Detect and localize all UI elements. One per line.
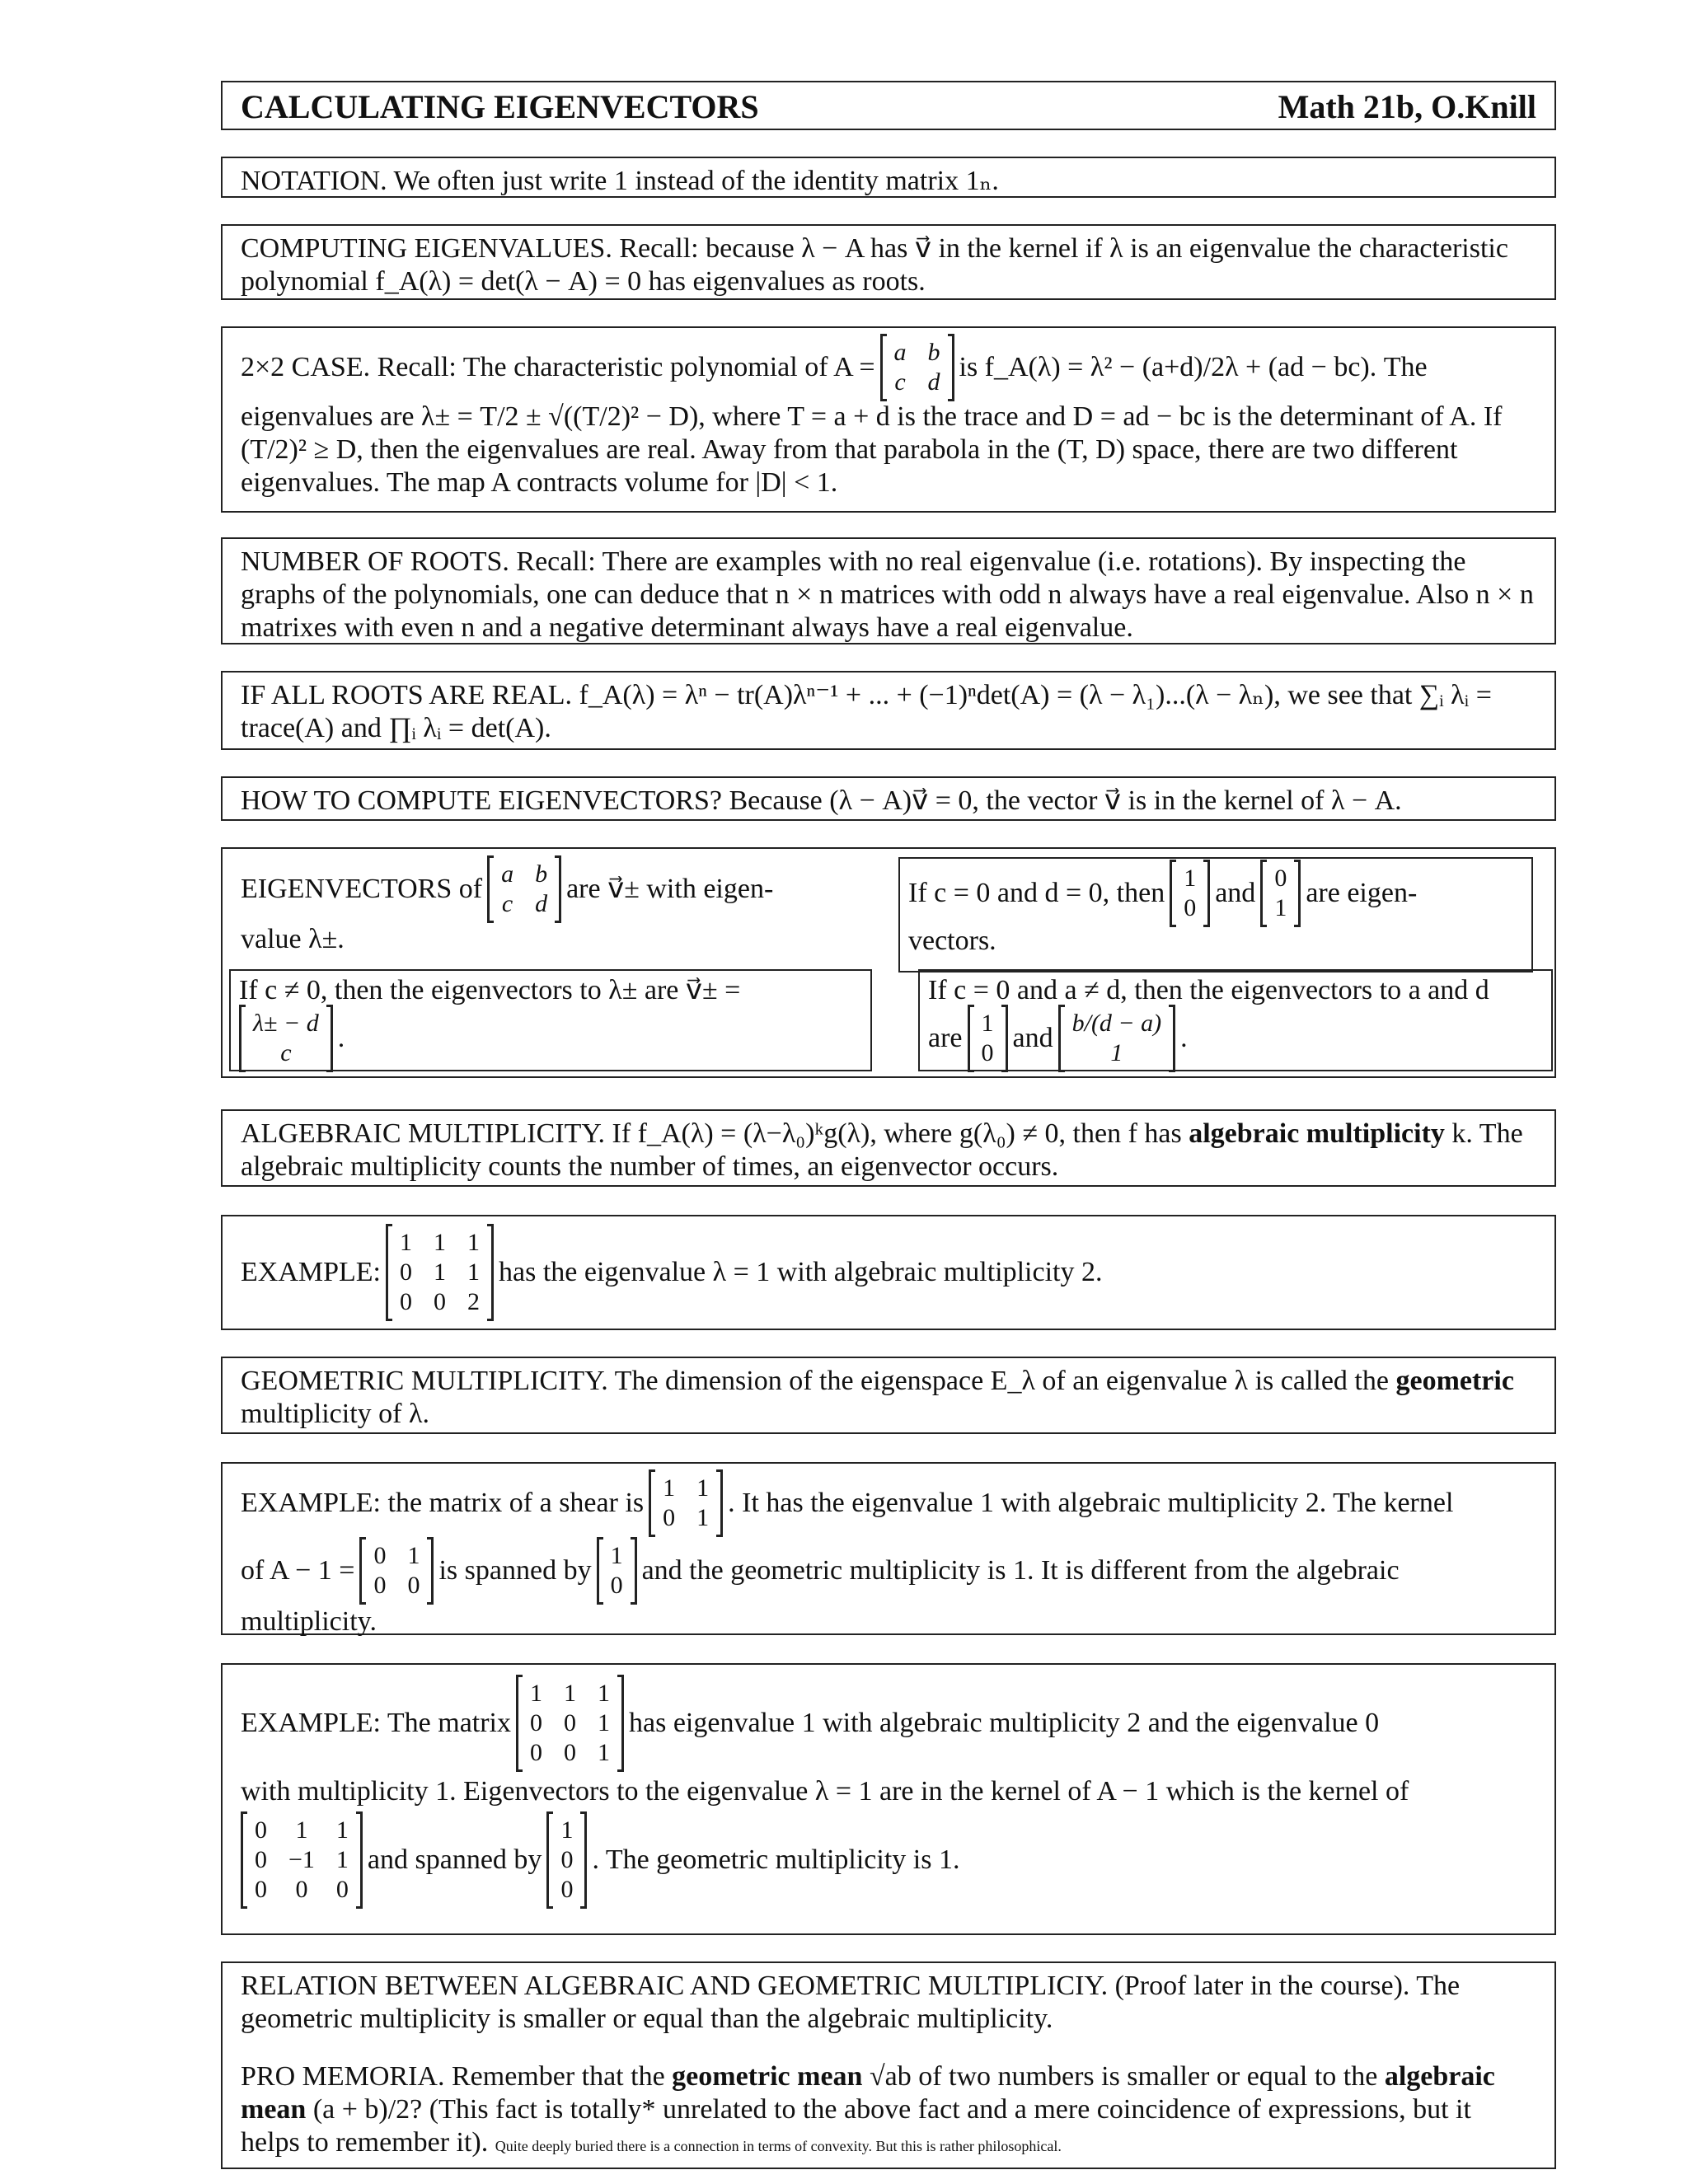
matrix-cell: 1 bbox=[467, 1229, 480, 1256]
matrix-cell: b bbox=[927, 339, 940, 366]
matrix-cell: 1 bbox=[467, 1258, 480, 1286]
matrix-cell: b bbox=[535, 860, 548, 888]
example1-label: EXAMPLE: bbox=[241, 1257, 381, 1287]
eigvec-d-text: If c = 0 and a ≠ d, then the eigenvectors to a and d bbox=[928, 975, 1489, 1005]
vector-e1 bbox=[1170, 862, 1210, 925]
example3-line1 bbox=[241, 1671, 1536, 1775]
matrix-cell: 1 bbox=[530, 1680, 542, 1707]
vector-cell: 1 bbox=[1110, 1039, 1123, 1066]
page-header bbox=[221, 81, 1556, 130]
example3-l3-post: . The geometric multiplicity is 1. bbox=[592, 1844, 960, 1875]
example1-text: has the eigenvalue λ = 1 with algebraic multiplicity 2. bbox=[499, 1257, 1103, 1287]
example3-kernel-matrix bbox=[241, 1814, 363, 1906]
eigvec-c bbox=[229, 969, 872, 1071]
algebraic-box bbox=[221, 1109, 1556, 1187]
matrix-cell: 1 bbox=[400, 1229, 412, 1256]
eigvec-b-post: are eigen- bbox=[1306, 878, 1418, 908]
example2-line2 bbox=[241, 1536, 1536, 1605]
eigvec-c-text: If c ≠ 0, then the eigenvectors to λ± are v⃗± = bbox=[239, 975, 741, 1005]
example2-l3: multiplicity. bbox=[241, 1606, 377, 1637]
matrix-cell: 0 bbox=[255, 1876, 267, 1903]
matrix-cell: 0 bbox=[255, 1816, 267, 1844]
eigvec-a-line1 bbox=[241, 860, 884, 918]
eigvec-d-and: and bbox=[1012, 1023, 1053, 1053]
case-2x2-post: is f_A(λ) = λ² − (a+d)/2λ + (ad − bc). The bbox=[959, 352, 1428, 382]
matrix-cell: 1 bbox=[696, 1504, 710, 1531]
example2-l2-pre: of A − 1 = bbox=[241, 1555, 355, 1586]
matrix-cell: 1 bbox=[407, 1542, 420, 1569]
notation-text: NOTATION. We often just write 1 instead of the identity matrix 1ₙ. bbox=[241, 166, 999, 196]
eigenvectors-box bbox=[221, 847, 1556, 1078]
example3-l3-mid: and spanned by bbox=[367, 1844, 542, 1875]
vector-cell: 1 bbox=[981, 1010, 994, 1037]
matrix-cell: 1 bbox=[598, 1709, 610, 1736]
vector-bda bbox=[1058, 1007, 1176, 1070]
relation-box bbox=[221, 1961, 1556, 2169]
matrix-cell: 0 bbox=[295, 1876, 308, 1903]
eigvec-d-vec-row: are 1 0 and b/(d − a) 1 . bbox=[928, 1007, 1543, 1070]
matrix-cell: 0 bbox=[530, 1739, 542, 1766]
matrix-cell: 0 bbox=[400, 1288, 412, 1315]
pm-text-1: PRO MEMORIA. Remember that the bbox=[241, 2061, 665, 2092]
example2-l1-post: . It has the eigenvalue 1 with algebraic multiplicity 2. The kernel bbox=[728, 1488, 1454, 1518]
matrix-cell: 0 bbox=[373, 1572, 387, 1599]
pm-bold-1: geometric mean bbox=[672, 2061, 863, 2092]
geometric-pre: GEOMETRIC MULTIPLICITY. The dimension of the eigenspace E_λ of an eigenvalue λ is called the bbox=[241, 1366, 1389, 1396]
all-roots-real-box bbox=[221, 671, 1556, 750]
vector-cell: 0 bbox=[560, 1876, 574, 1903]
matrix-cell: 1 bbox=[335, 1846, 349, 1873]
matrix-cell: c bbox=[894, 368, 906, 396]
computing-eigenvalues-box bbox=[221, 224, 1556, 300]
eigvec-a-line2: value λ±. bbox=[241, 924, 345, 954]
case-2x2-rest: eigenvalues are λ± = T/2 ± √((T/2)² − D), where T = a + d is the trace and D = ad − bc is the determinant of A. If (T/2)² ≥ D, then the eigenvalues are real. Away from that parabola in the (T, D) space, there are two different eigenvalues. The map A contracts volume for |D| < 1. bbox=[241, 401, 1503, 498]
vector-cell: 0 bbox=[560, 1846, 574, 1873]
algebraic-pre: ALGEBRAIC MULTIPLICITY. If f_A(λ) = (λ−λ₀)ᵏg(λ), where g(λ₀) ≠ 0, then f has bbox=[241, 1118, 1182, 1149]
matrix-cell: 0 bbox=[255, 1846, 267, 1873]
matrix-abcd-2 bbox=[487, 858, 561, 921]
kernel-matrix bbox=[359, 1540, 434, 1602]
eigvec-c-vec-row: λ± − d c . bbox=[239, 1007, 862, 1070]
example3-box bbox=[221, 1663, 1556, 1935]
kernel-vector bbox=[597, 1540, 637, 1602]
vector-cell: 1 bbox=[610, 1542, 623, 1569]
vector-cell: 0 bbox=[981, 1039, 994, 1066]
relation-text: RELATION BETWEEN ALGEBRAIC AND GEOMETRIC MULTIPLICIY. (Proof later in the course). The geometric multiplicity is smaller or equal than the algebraic multiplicity. bbox=[241, 1971, 1461, 2034]
example3-matrix bbox=[516, 1677, 624, 1769]
example2-box bbox=[221, 1462, 1556, 1635]
matrix-cell: 1 bbox=[295, 1816, 308, 1844]
case-2x2-box bbox=[221, 326, 1556, 513]
matrix-cell: 0 bbox=[373, 1542, 387, 1569]
example1-matrix bbox=[386, 1226, 494, 1319]
eigvec-b-line2: vectors. bbox=[908, 926, 996, 956]
matrix-cell: 1 bbox=[434, 1229, 446, 1256]
matrix-cell: 0 bbox=[434, 1288, 446, 1315]
algebraic-bold: algebraic multiplicity bbox=[1189, 1118, 1445, 1149]
geometric-box bbox=[221, 1357, 1556, 1434]
page-title: CALCULATING EIGENVECTORS bbox=[241, 88, 759, 125]
course-label: Math 21b, O.Knill bbox=[1278, 88, 1536, 125]
vector-e2 bbox=[1260, 862, 1301, 925]
matrix-abcd bbox=[880, 336, 954, 399]
eigvec-d bbox=[918, 969, 1553, 1071]
eigvec-b-pre: If c = 0 and d = 0, then bbox=[908, 878, 1165, 908]
matrix-cell: 1 bbox=[663, 1474, 676, 1502]
example2-l1-pre: EXAMPLE: the matrix of a shear is bbox=[241, 1488, 645, 1518]
matrix-cell: 0 bbox=[564, 1709, 576, 1736]
example3-l1-post: has eigenvalue 1 with algebraic multiplicity 2 and the eigenvalue 0 bbox=[629, 1708, 1380, 1738]
matrix-cell: 0 bbox=[530, 1709, 542, 1736]
example3-line3 bbox=[241, 1808, 1536, 1912]
example2-l2-post: and the geometric multiplicity is 1. It is different from the algebraic bbox=[641, 1555, 1400, 1586]
footnote-text: Quite deeply buried there is a connection in terms of convexity. But this is rather philosophical. bbox=[495, 2138, 1062, 2154]
vector-cell: c bbox=[280, 1039, 292, 1066]
matrix-cell: 1 bbox=[598, 1739, 610, 1766]
how-to-box bbox=[221, 776, 1556, 821]
all-roots-real-text: IF ALL ROOTS ARE REAL. f_A(λ) = λⁿ − tr(A)λⁿ⁻¹ + ... + (−1)ⁿdet(A) = (λ − λ₁)...(λ − λₙ), we see that ∑ᵢ λᵢ = trace(A) and ∏ᵢ λᵢ = det(A). bbox=[241, 680, 1492, 743]
algebraic-post: k. The algebraic multiplicity counts the number of times, an eigenvector occurs. bbox=[241, 1118, 1523, 1182]
example1-row bbox=[241, 1223, 1536, 1322]
number-of-roots-box bbox=[221, 537, 1556, 644]
matrix-cell: −1 bbox=[288, 1846, 315, 1873]
matrix-cell: 0 bbox=[407, 1572, 420, 1599]
pm-text-2: √ab of two numbers is smaller or equal to the bbox=[869, 2061, 1378, 2092]
matrix-cell: 0 bbox=[400, 1258, 412, 1286]
case-2x2-pre: 2×2 CASE. Recall: The characteristic polynomial of A = bbox=[241, 352, 875, 382]
vector-lambda bbox=[239, 1007, 333, 1070]
matrix-cell: 1 bbox=[335, 1816, 349, 1844]
vector-cell: 1 bbox=[1274, 894, 1287, 921]
example2-l2-mid: is spanned by bbox=[438, 1555, 592, 1586]
example1-box bbox=[221, 1215, 1556, 1330]
case-2x2-line1 bbox=[241, 335, 1536, 401]
matrix-cell: 1 bbox=[696, 1474, 710, 1502]
matrix-cell: 1 bbox=[434, 1258, 446, 1286]
notation-box bbox=[221, 157, 1556, 198]
shear-matrix bbox=[649, 1472, 723, 1535]
eigvec-b-and: and bbox=[1215, 878, 1256, 908]
matrix-cell: c bbox=[501, 890, 513, 917]
vector-cell: 0 bbox=[1274, 865, 1287, 892]
vector-cell: 1 bbox=[560, 1816, 574, 1844]
computing-eigenvalues-text: COMPUTING EIGENVALUES. Recall: because λ − A has v⃗ in the kernel if λ is an eigenvalue the characteristic polynomial f_A(λ) = det(λ − A) = 0 has eigenvalues as roots. bbox=[241, 233, 1508, 297]
eigvec-a bbox=[241, 860, 884, 956]
vector-cell: 0 bbox=[1184, 894, 1197, 921]
vector-cell: 0 bbox=[610, 1572, 623, 1599]
vector-e1-b bbox=[968, 1007, 1008, 1070]
example2-line1 bbox=[241, 1470, 1536, 1536]
geometric-post: multiplicity of λ. bbox=[241, 1399, 429, 1429]
matrix-cell: a bbox=[501, 860, 514, 888]
matrix-cell: d bbox=[927, 368, 940, 396]
how-to-text: HOW TO COMPUTE EIGENVECTORS? Because (λ − A)v⃗ = 0, the vector v⃗ is in the kernel of λ − A. bbox=[241, 785, 1402, 816]
matrix-cell: 2 bbox=[467, 1288, 480, 1315]
example3-vector bbox=[546, 1814, 587, 1906]
pm-bold-2: algebraic mean bbox=[241, 2061, 1495, 2125]
matrix-cell: 0 bbox=[335, 1876, 349, 1903]
matrix-cell: 0 bbox=[663, 1504, 676, 1531]
eigvec-b-line1 bbox=[908, 862, 1523, 925]
eigvec-a-pre: EIGENVECTORS of bbox=[241, 874, 483, 904]
geometric-bold: geometric bbox=[1395, 1366, 1514, 1396]
example3-l2: with multiplicity 1. Eigenvectors to the eigenvalue λ = 1 are in the kernel of A − 1 which is the kernel of bbox=[241, 1776, 1409, 1807]
eigvec-d-are: are bbox=[928, 1023, 963, 1053]
number-of-roots-text: NUMBER OF ROOTS. Recall: There are examples with no real eigenvalue (i.e. rotations). By inspecting the graphs of the polynomials, one can deduce that n × n matrices with odd n always have a real eigenvalue. Also n × n matrixes with even n and a negative determinant always have a real eigenvalue. bbox=[241, 546, 1534, 643]
matrix-cell: 1 bbox=[598, 1680, 610, 1707]
vector-cell: 1 bbox=[1184, 865, 1197, 892]
matrix-cell: 1 bbox=[564, 1680, 576, 1707]
pro-memoria bbox=[241, 2060, 1536, 2163]
matrix-cell: a bbox=[893, 339, 907, 366]
eigvec-b bbox=[898, 857, 1533, 972]
matrix-cell: d bbox=[535, 890, 548, 917]
example3-l1-pre: EXAMPLE: The matrix bbox=[241, 1708, 511, 1738]
matrix-cell: 0 bbox=[564, 1739, 576, 1766]
pm-text-3: (a + b)/2? (This fact is totally* unrelated to the above fact and a mere coincidence of expressions, but it helps to remember it). bbox=[241, 2094, 1471, 2158]
vector-cell: b/(d − a) bbox=[1071, 1010, 1162, 1037]
vector-cell: λ± − d bbox=[253, 1010, 319, 1037]
eigvec-a-post: are v⃗± with eigen- bbox=[566, 874, 774, 904]
